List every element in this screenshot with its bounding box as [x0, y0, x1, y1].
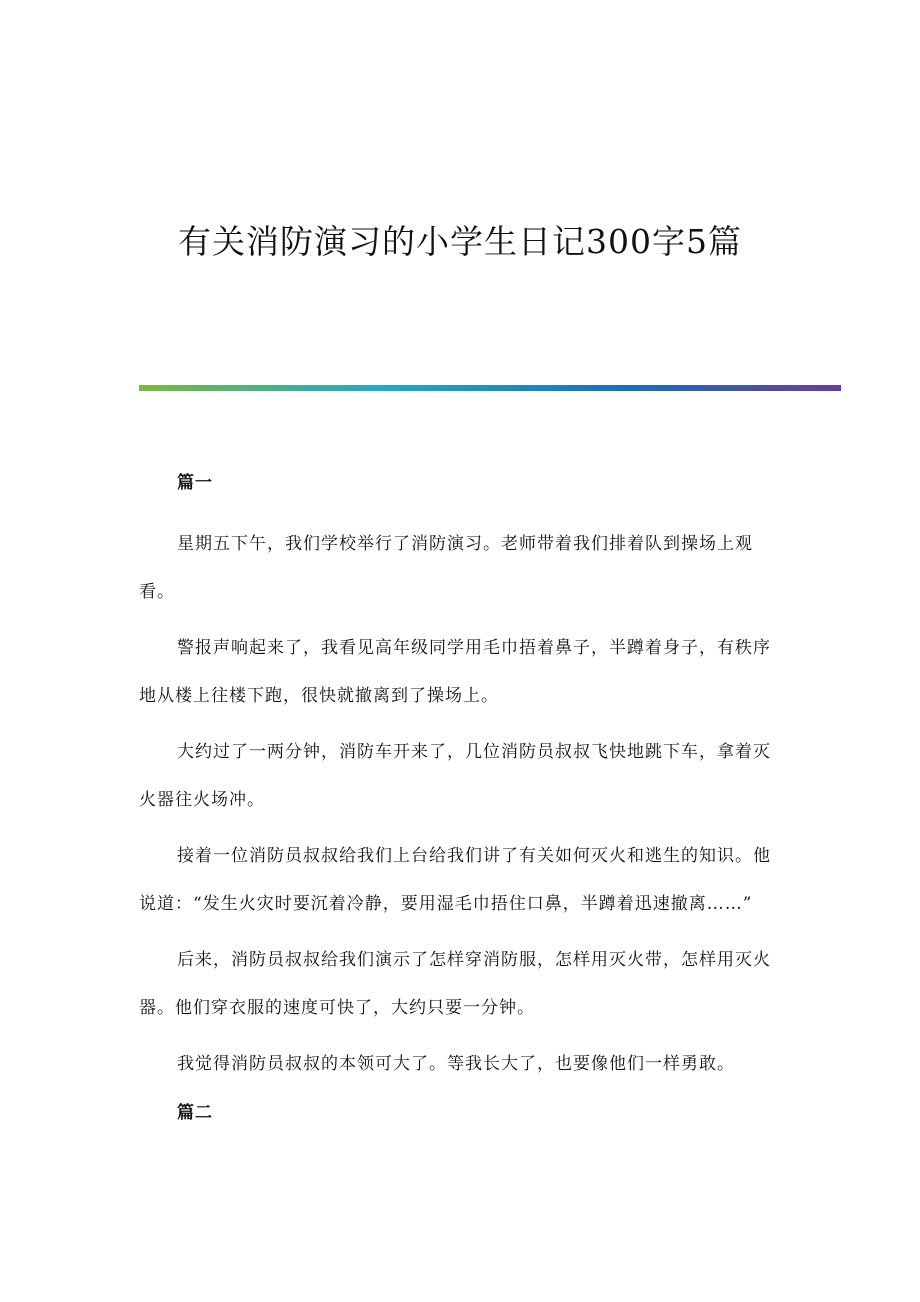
paragraph: 接着一位消防员叔叔给我们上台给我们讲了有关如何灭火和逃生的知识。他说道：“发生火灾时要沉着冷静，要用湿毛巾捂住口鼻，半蹲着迅速撤离……” — [139, 846, 771, 914]
paragraph: 警报声响起来了，我看见高年级同学用毛巾捂着鼻子，半蹲着身子，有秩序地从楼上往楼下跑，很快就撤离到了操场上。 — [139, 638, 771, 706]
section-heading: 篇一 — [177, 473, 213, 493]
gradient-divider — [139, 385, 841, 391]
section-heading: 篇二 — [177, 1103, 213, 1123]
document-title: 有关消防演习的小学生日记300字5篇 — [178, 222, 742, 261]
paragraph: 后来，消防员叔叔给我们演示了怎样穿消防服，怎样用灭火带，怎样用灭火器。他们穿衣服的速度可快了，大约只要一分钟。 — [139, 950, 771, 1018]
paragraph: 大约过了一两分钟，消防车开来了，几位消防员叔叔飞快地跳下车，拿着灭火器往火场冲。 — [139, 742, 771, 810]
paragraph: 星期五下午，我们学校举行了消防演习。老师带着我们排着队到操场上观看。 — [139, 534, 753, 602]
divider-bar — [139, 385, 841, 391]
paragraph: 我觉得消防员叔叔的本领可大了。等我长大了，也要像他们一样勇敢。 — [177, 1054, 735, 1074]
document-body — [139, 466, 771, 1130]
